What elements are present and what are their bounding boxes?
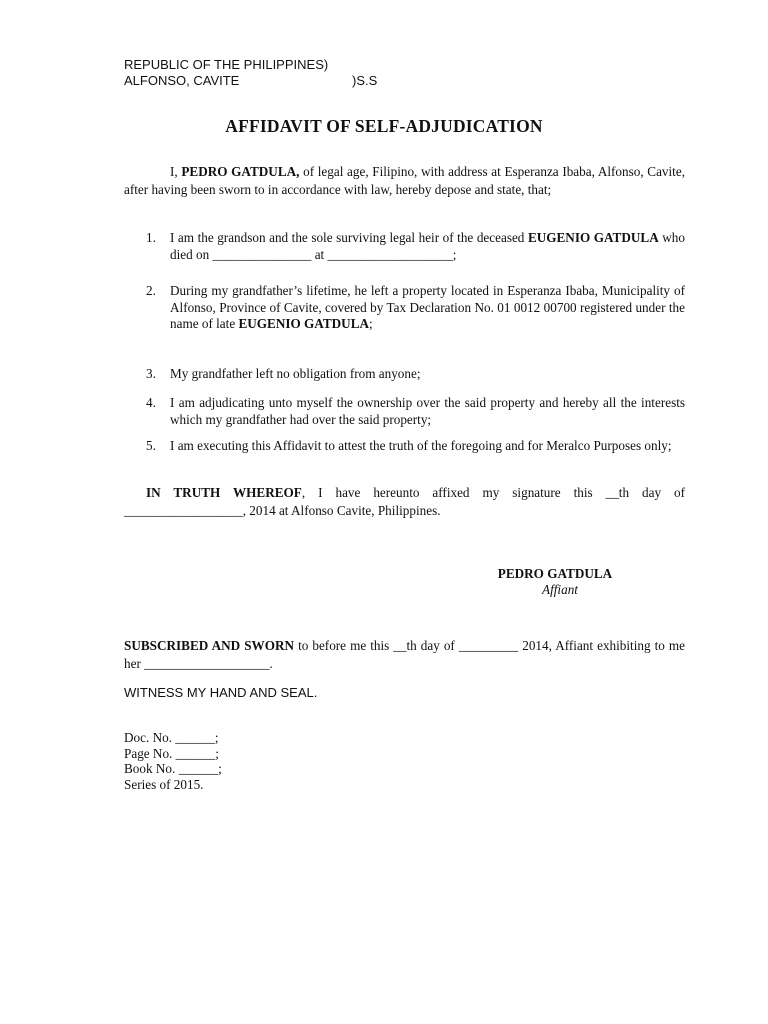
list-item-number: 5. bbox=[146, 438, 156, 453]
list-item-number: 4. bbox=[146, 395, 156, 410]
list-item-number: 3. bbox=[146, 366, 156, 381]
venue-country: REPUBLIC OF THE PHILIPPINES) bbox=[124, 57, 329, 72]
jurat-paragraph bbox=[124, 637, 685, 673]
list-item-bold: EUGENIO GATDULA bbox=[527, 230, 659, 245]
list-item-text: During my grandfather’s lifetime, he left a property located in Esperanza Ibaba, Municipality of Alfonso, Province of Cavite, covered by Tax Declaration No. 01 0012 00700 registered under the name of late bbox=[170, 283, 685, 331]
affiant-label: Affiant bbox=[542, 582, 578, 597]
notarial-register bbox=[124, 730, 222, 792]
book-number: Book No. ______; bbox=[124, 761, 222, 776]
intro-paragraph bbox=[124, 163, 685, 199]
witness-hand-seal: WITNESS MY HAND AND SEAL. bbox=[124, 685, 318, 700]
series-year: Series of 2015. bbox=[124, 776, 204, 792]
list-item-bold: EUGENIO GATDULA bbox=[238, 316, 370, 331]
list-item-text: My grandfather left no obligation from anyone; bbox=[170, 366, 421, 381]
list-item-text-end: ; bbox=[369, 316, 373, 331]
jurat-bold: SUBSCRIBED AND SWORN bbox=[124, 638, 295, 653]
list-item bbox=[124, 438, 685, 455]
list-item-number: 2. bbox=[146, 283, 156, 298]
doc-number: Doc. No. ______; bbox=[124, 730, 219, 745]
list-item bbox=[124, 230, 685, 263]
intro-affiant-name: PEDRO GATDULA, bbox=[181, 164, 300, 179]
list-item-number: 1. bbox=[146, 230, 156, 245]
venue-caption bbox=[124, 57, 378, 89]
intro-text: of legal age, Filipino, with address at Esperanza Ibaba, Alfonso, Cavite, after having been sworn to in accordance with law, hereby depose and state, that; bbox=[124, 164, 685, 197]
venue-ss: )S.S bbox=[352, 73, 378, 88]
witness-bold: IN TRUTH WHEREOF bbox=[146, 485, 302, 500]
jurat-text: to before me this __th day of _________ 2014, Affiant exhibiting to me her ___________________. bbox=[124, 638, 685, 671]
witness-text: , I have hereunto affixed my signature this __th day of __________________, 2014 at Alfonso Cavite, Philippines. bbox=[124, 485, 685, 518]
affiant-name: PEDRO GATDULA bbox=[497, 566, 613, 581]
document-title: AFFIDAVIT OF SELF-ADJUDICATION bbox=[225, 116, 543, 136]
intro-prefix: I, bbox=[170, 164, 178, 179]
list-item-text-end: who died on _______________ at ___________________; bbox=[170, 230, 685, 262]
witness-paragraph bbox=[124, 484, 685, 520]
affiant-signature-block bbox=[470, 566, 640, 598]
list-item-text: I am adjudicating unto myself the ownership over the said property and hereby all the interests which my grandfather had over the said property; bbox=[170, 395, 685, 427]
list-item bbox=[124, 366, 685, 383]
list-item bbox=[124, 283, 685, 333]
list-item-text: I am executing this Affidavit to attest the truth of the foregoing and for Meralco Purposes only; bbox=[170, 438, 672, 453]
list-item-text: I am the grandson and the sole surviving legal heir of the deceased bbox=[170, 230, 528, 245]
list-item bbox=[124, 395, 685, 428]
page-number: Page No. ______; bbox=[124, 745, 219, 761]
venue-municipality: ALFONSO, CAVITE bbox=[124, 73, 240, 88]
